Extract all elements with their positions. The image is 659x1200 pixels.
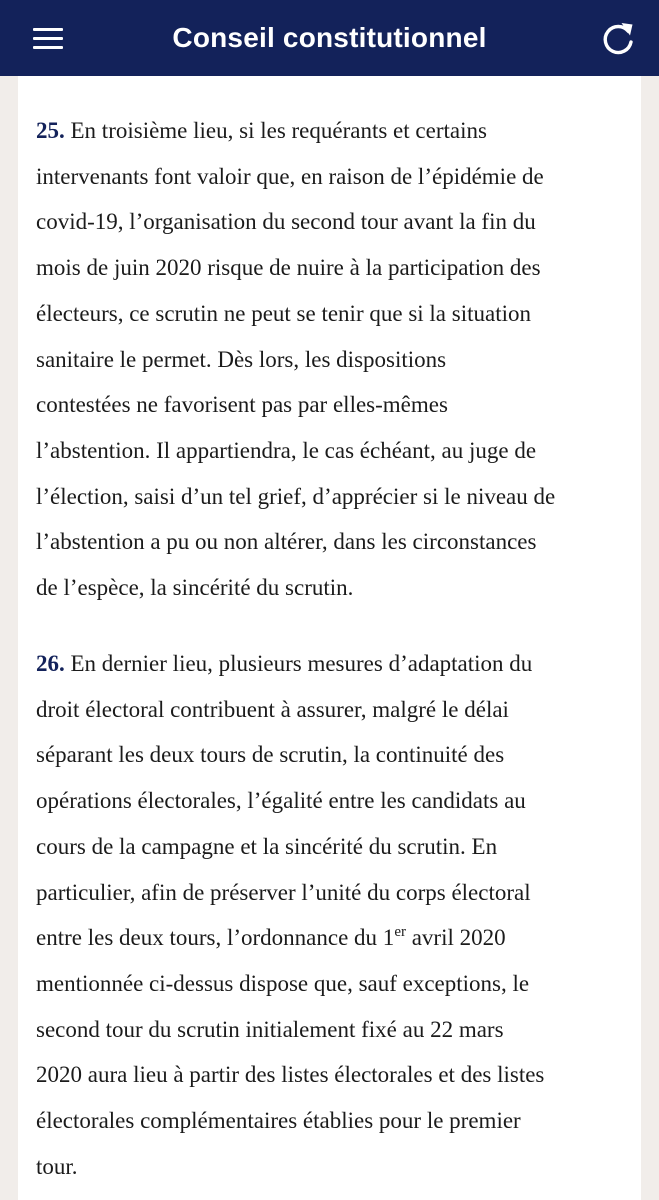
text-line: tour. — [36, 1153, 78, 1179]
paragraph-number: 25. — [36, 118, 65, 143]
paragraph-26 — [36, 641, 622, 1189]
text-line: opérations électorales, l’égalité entre les candidats au — [36, 788, 526, 814]
app-title: Conseil constitutionnel — [172, 22, 487, 53]
text-line: intervenants font valoir que, en raison de l’épidémie de — [36, 163, 544, 189]
text-line: électorales complémentaires établies pour le premier — [36, 1108, 521, 1134]
refresh-icon[interactable] — [595, 16, 641, 62]
text-line: entre les deux tours, l’ordonnance du 1er avril 2020 — [36, 924, 506, 951]
text-line: électeurs, ce scrutin ne peut se tenir que si la situation — [36, 300, 531, 326]
text-line: contestées ne favorisent pas par elles-mêmes — [36, 392, 448, 418]
text-line: 26. En dernier lieu, plusieurs mesures d’adaptation du — [36, 651, 533, 676]
text-line: 2020 aura lieu à partir des listes électorales et des listes — [36, 1062, 545, 1088]
text-line: séparant les deux tours de scrutin, la continuité des — [36, 742, 505, 768]
text-line: particulier, afin de préserver l’unité du corps électoral — [36, 879, 531, 905]
text-line: second tour du scrutin initialement fixé au 22 mars — [36, 1016, 504, 1042]
ordinal-superscript: er — [394, 924, 406, 941]
text-line: l’élection, saisi d’un tel grief, d’apprécier si le niveau de — [36, 483, 556, 509]
decision-text-panel — [18, 76, 641, 1200]
hamburger-menu-icon[interactable] — [24, 18, 72, 58]
app-header — [0, 0, 659, 76]
text-line: droit électoral contribuent à assurer, malgré le délai — [36, 696, 509, 722]
text-line: l’abstention. Il appartiendra, le cas échéant, au juge de — [36, 437, 537, 463]
text-line: 25. En troisième lieu, si les requérants et certains — [36, 118, 487, 143]
text-line: covid-19, l’organisation du second tour avant la fin du — [36, 209, 536, 235]
text-line: mentionnée ci-dessus dispose que, sauf exceptions, le — [36, 970, 530, 996]
paragraph-25 — [36, 108, 622, 611]
text-line: de l’espèce, la sincérité du scrutin. — [36, 575, 354, 601]
text-line: mois de juin 2020 risque de nuire à la participation des — [36, 255, 541, 281]
paragraph-number: 26. — [36, 651, 65, 676]
text-line: sanitaire le permet. Dès lors, les dispositions — [36, 346, 447, 372]
text-line: cours de la campagne et la sincérité du scrutin. En — [36, 833, 498, 859]
text-line: l’abstention a pu ou non altérer, dans les circonstances — [36, 529, 537, 555]
